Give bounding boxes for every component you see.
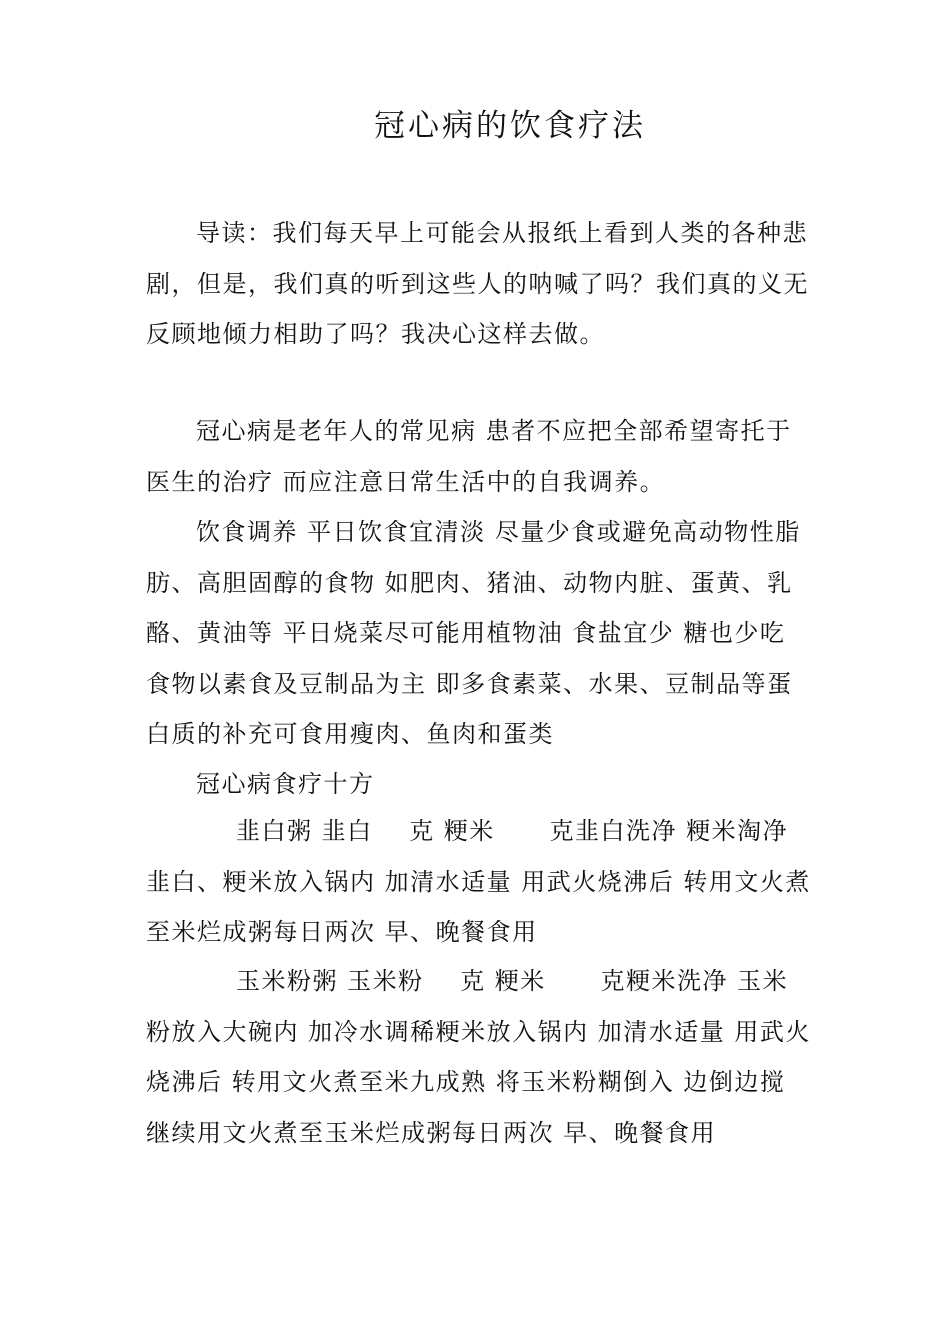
recipe-1: 韭白粥 韭白 克 粳米 克韭白洗净 粳米淘净韭白、粳米放入锅内 加清水适量 用武火烧沸后 转用文火煮至米烂成粥每日两次 早、晚餐食用: [146, 817, 811, 946]
paragraph-2: 饮食调养 平日饮食宜清淡 尽量少食或避免高动物性脂肪、高胆固醇的食物 如肥肉、猪油、动物内脏、蛋黄、乳酪、黄油等 平日烧菜尽可能用植物油 食盐宜少 糖也少吃 食物以素食及豆制品为主 即多食素菜、水果、豆制品等蛋白质的补充可食用瘦肉、鱼肉和蛋类: [146, 518, 801, 748]
section-heading: 冠心病食疗十方: [196, 770, 375, 798]
document-title: 冠心病的饮食疗法: [374, 108, 646, 144]
recipe-2: 玉米粉粥 玉米粉 克 粳米 克粳米洗净 玉米粉放入大碗内 加冷水调稀粳米放入锅内 加清水适量 用武火烧沸后 转用文火煮至米九成熟 将玉米粉糊倒入 边倒边搅 继续用文火煮至玉米烂成粥每日两次 早、晚餐食用: [146, 967, 811, 1147]
intro-paragraph: 导读：我们每天早上可能会从报纸上看到人类的各种悲剧，但是，我们真的听到这些人的呐喊了吗？我们真的义无反顾地倾力相助了吗？我决心这样去做。: [146, 219, 809, 348]
paragraph-1: 冠心病是老年人的常见病 患者不应把全部希望寄托于医生的治疗 而应注意日常生活中的自我调养。: [146, 417, 792, 496]
